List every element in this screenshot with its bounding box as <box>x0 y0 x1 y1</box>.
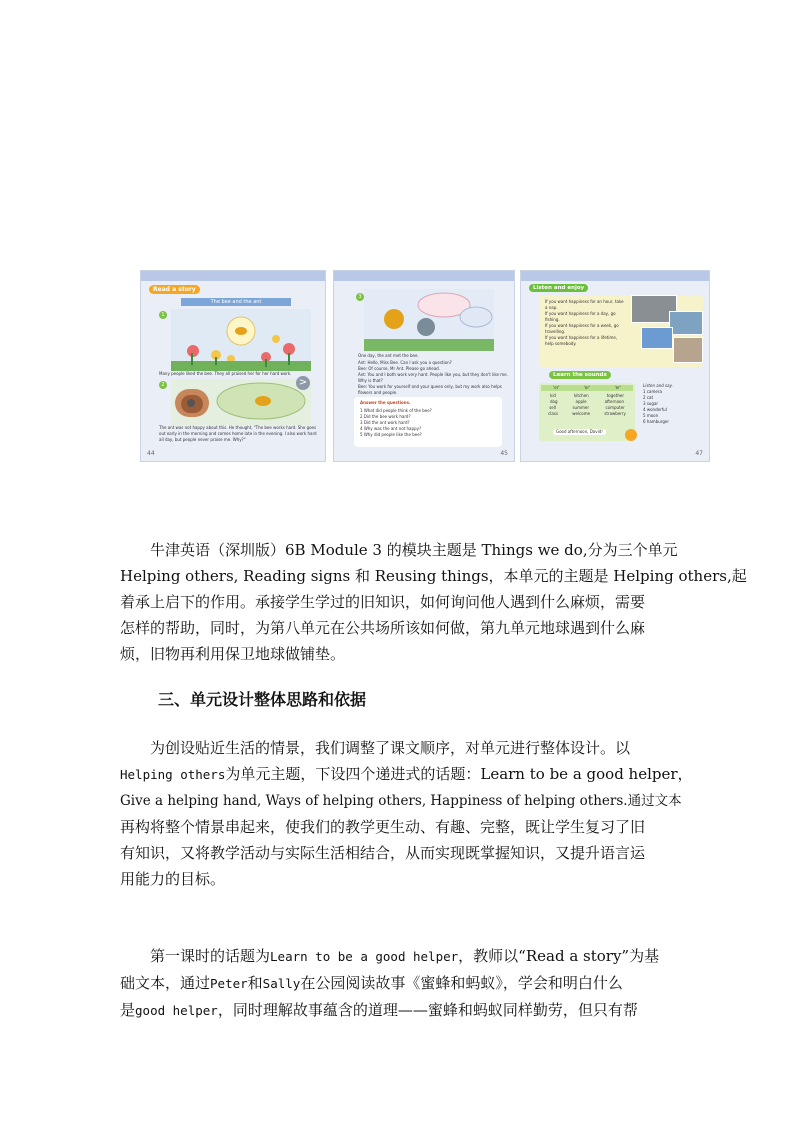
paragraph-line: 烦，旧物再利用保卫地球做铺垫。 <box>120 645 346 663</box>
poem-line: If you want happiness for a day, go fishing. <box>545 311 616 322</box>
paragraph-text: 和 <box>247 974 263 992</box>
paragraph-line: 用能力的目标。 <box>120 870 226 888</box>
paragraph-line: 牛津英语（深圳版）6B Module 3 的模块主题是 Things we do,分为三个单元 <box>150 541 678 559</box>
dialogue-block <box>358 360 508 396</box>
listen-say-list <box>643 383 707 425</box>
question-item: 3 Did the ant work hard? <box>360 420 410 425</box>
page-top-bar <box>141 271 325 281</box>
good-helper-code: good helper <box>135 1003 218 1018</box>
paragraph-line: 再构将整个情景串起来，使我们的教学更生动、有趣、完整，既让学生复习了旧 <box>120 818 646 836</box>
name-peter: Peter <box>210 976 248 991</box>
listen-word: 5 moon <box>643 413 659 418</box>
name-sally: Sally <box>262 976 301 991</box>
listen-enjoy-badge: Listen and enjoy <box>529 284 588 292</box>
sound-header-cell: 'er' <box>553 385 560 390</box>
paragraph-text: 础文本，通过 <box>120 974 211 992</box>
paragraph-line <box>120 970 680 997</box>
story-intro-line: One day, the ant met the bee. <box>358 353 419 358</box>
sound-word: apple <box>575 399 587 404</box>
sound-word: afternoon <box>604 399 624 404</box>
section-heading: 三、单元设计整体思路和依据 <box>158 690 367 709</box>
textbook-page-45 <box>333 270 515 462</box>
dialogue-line: Bee: Of course, Mr Ant. Please go ahead. <box>358 366 440 371</box>
poem-text <box>545 299 625 347</box>
paragraph-text: ，同时理解故事蕴含的道理——蜜蜂和蚂蚁同样勤劳，但只有帮 <box>217 1001 638 1019</box>
paragraph-text: 第一课时的话题为 <box>150 947 271 965</box>
questions-list <box>360 408 498 438</box>
topic-code: Learn to be a good helper <box>270 949 459 964</box>
paragraph-design-approach <box>120 735 693 892</box>
paragraph-first-lesson <box>120 943 680 1024</box>
learn-sounds-badge: Learn the sounds <box>549 371 611 379</box>
photo-fishing <box>669 311 703 335</box>
page-top-bar <box>521 271 709 281</box>
bee-flowers-illustration <box>171 309 311 371</box>
paragraph-text: 在公园阅读故事《蜜蜂和蚂蚁》，学会和明白什么 <box>300 974 623 992</box>
paragraph-line: 有知识，又将教学活动与实际生活相结合，从而实现既掌握知识，又提升语言运 <box>120 844 646 862</box>
listen-word: 1 camera <box>643 389 662 394</box>
questions-box <box>354 397 502 447</box>
panel-number-3: 3 <box>356 293 364 301</box>
listen-word: 2 cat <box>643 395 654 400</box>
sound-word: computer <box>605 405 625 410</box>
poem-line: If you want happiness for an hour, take a nap. <box>545 299 624 310</box>
paragraph-text: 为单元主题，下设四个递进式的话题：Learn to be a good helper， <box>225 765 693 783</box>
sound-word: strawberry <box>604 411 626 416</box>
paragraph-line <box>120 997 680 1024</box>
question-item: 4 Why was the ant not happy? <box>360 426 422 431</box>
sounds-header <box>541 385 633 391</box>
photo-helping <box>673 337 703 363</box>
next-page-button[interactable]: > <box>296 376 310 390</box>
photo-travelling <box>641 327 673 349</box>
greeting-bubble: Good afternoon, David! <box>553 429 606 435</box>
poem-line: If you want happiness for a lifetime, help somebody. <box>545 335 618 346</box>
page-number-45: 45 <box>500 450 508 457</box>
sound-word: class <box>548 411 559 416</box>
paragraph-line: 着承上启下的作用。承接学生学过的旧知识，如何询问他人遇到什么麻烦，需要 <box>120 593 646 611</box>
sound-word: kid <box>550 393 556 398</box>
bee-ant-meeting-illustration <box>364 289 494 351</box>
unit-theme-code: Helping others <box>120 767 226 782</box>
paragraph-line: Give a helping hand, Ways of helping others, Happiness of helping others.通过文本 <box>120 793 682 809</box>
panel-number-2: 2 <box>159 381 167 389</box>
dialogue-line: Ant: You and I both work very hard. People like you, but they don't like me. Why is that? <box>358 372 508 383</box>
panel2-caption: The ant was not happy about this. He thought, "The bee works hard. She goes out early in the morning and comes home late in the evening. I also work hard all day, but people never praise me. Why?" <box>159 425 317 442</box>
paragraph-module-intro <box>120 537 747 667</box>
dialogue-line: Bee: You work for yourself and your queen only, but my work also helps flowers and people. <box>358 384 502 395</box>
textbook-page-44 <box>140 270 326 462</box>
paragraph-text: ，教师以“Read a story”为基 <box>458 947 660 965</box>
paragraph-line: 怎样的帮助，同时，为第八单元在公共场所该如何做，第九单元地球遇到什么麻 <box>120 619 646 637</box>
panel-number-1: 1 <box>159 311 167 319</box>
sounds-rows <box>541 393 633 417</box>
story-title-banner: The bee and the ant <box>181 298 291 306</box>
paragraph-line <box>120 761 693 788</box>
sound-header-cell: 'er' <box>583 385 591 390</box>
paragraph-line <box>120 943 680 970</box>
ant-illustration <box>171 379 311 425</box>
poem-line: If you want happiness for a week, go travelling. <box>545 323 619 334</box>
sound-row <box>541 411 633 417</box>
sound-word: welcome <box>572 411 591 416</box>
mascot-icon <box>625 429 637 441</box>
listen-word: 6 hamburger <box>643 419 669 424</box>
questions-title: Answer the questions. <box>360 400 411 405</box>
listen-say-title: Listen and say. <box>643 383 673 388</box>
listen-word: 4 wonderful <box>643 407 667 412</box>
page-top-bar <box>334 271 514 281</box>
question-item: 5 Why did people like the bee? <box>360 432 422 437</box>
sound-word: sell <box>549 405 556 410</box>
sound-header-cell: 'er' <box>614 385 621 390</box>
textbook-page-47 <box>520 270 710 462</box>
sound-word: together <box>606 393 624 398</box>
page-number-47: 47 <box>695 450 703 457</box>
sound-word: dog <box>550 399 558 404</box>
question-item: 2 Did the bee work hard? <box>360 414 411 419</box>
sounds-table <box>539 383 635 441</box>
question-item: 1 What did people think of the bee? <box>360 408 432 413</box>
sound-word: summer <box>572 405 589 410</box>
listen-word: 3 sugar <box>643 401 659 406</box>
paragraph-text: 是 <box>120 1001 136 1019</box>
panel1-caption: Many people liked the bee. They all praised her for her hard work. <box>159 371 292 376</box>
dialogue-line: Ant: Hello, Miss Bee. Can I ask you a question? <box>358 360 452 365</box>
paragraph-line: 为创设贴近生活的情景，我们调整了课文顺序，对单元进行整体设计。以 <box>150 739 631 757</box>
sound-word: kitchen <box>573 393 589 398</box>
paragraph-line: Helping others, Reading signs 和 Reusing things，本单元的主题是 Helping others,起 <box>120 567 747 585</box>
read-a-story-badge: Read a story <box>149 285 200 294</box>
page-number-44: 44 <box>147 450 155 457</box>
